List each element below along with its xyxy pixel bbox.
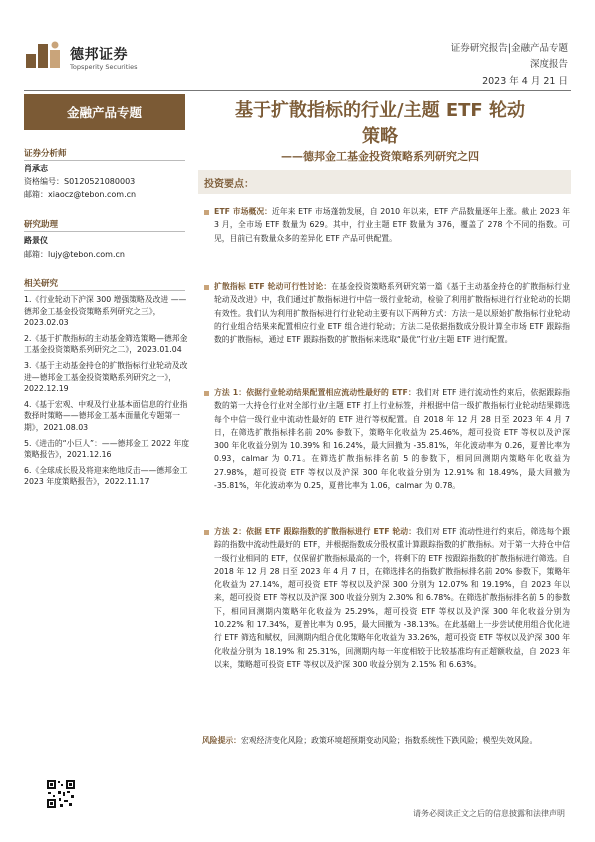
risk-warning — [202, 734, 570, 747]
analyst-name: 肖承志 — [24, 164, 48, 173]
key-points-heading: 投资要点： — [204, 179, 254, 190]
section-divider — [24, 231, 185, 232]
company-logo-icon — [24, 40, 64, 70]
related-report-item[interactable]: 1.《行业轮动下沪深 300 增强策略及改进 ——德邦金工基金投资策略系列研究之三》，2023.02.03 — [24, 295, 187, 328]
related-heading: 相关研究 — [24, 279, 59, 289]
footer-disclaimer: 请务必阅读正文之后的信息披露和法律声明 — [413, 809, 565, 818]
key-point-text: 我们对 ETF 进行流动性约束后，依据跟踪指数的第一大持仓行业对全部行业/主题 ETF 打上行业标签，并根据中信一级扩散指标行业轮动结果筛选每个中信一级行业中流动性最好的 ETF 进行等权配置。自 2018 年 12 月 28 日至 2023 年 4 月 7 日，在筛选扩散指标排名前 20% 参数下，策略年化收益为 25.46%，超可投资 ETF 等权以及沪深 300 年化收益分别为 10.39% 和 16.24%，最大回撤为 -35.81%，年化波动率为 0.26，夏普比率为 0.93，calmar 为 0.71。在筛选扩散指标排名前 5 的参数下，相同回测期内策略年化收益为 27.98%，超可投资 ETF 等权以及沪深 300 年化收益分别为 12.91% 和 18.49%，最大回撤为 -35.81%，年化波动率为 0.25，夏普比率为 1.06，calmar 为 0.78。 — [214, 388, 570, 491]
analyst-cert: 资格编号：S0120521080003 — [24, 177, 136, 186]
section-divider — [24, 160, 185, 161]
key-point-paragraph — [214, 205, 570, 245]
qr-code-icon — [46, 779, 76, 809]
analyst-email[interactable]: 邮箱：xiaocz@tebon.com.cn — [24, 190, 137, 199]
report-type: 证券研究报告|金融产品专题 — [450, 43, 568, 54]
bullet-icon — [204, 210, 209, 215]
report-title-line2: 策略 — [362, 126, 398, 147]
analyst-heading: 证券分析师 — [24, 149, 67, 159]
key-point-label: 扩散指标 ETF 轮动可行性讨论： — [214, 282, 332, 291]
key-point-label: ETF 市场概况： — [214, 207, 273, 216]
related-report-item[interactable]: 4.《基于宏观、中观及行业基本面信息的行业指数择时策略——德邦金工基本面量化专题第一期》，2021.08.03 — [24, 399, 188, 432]
key-point-text: 近年来 ETF 市场蓬勃发展，自 2010 年以来，ETF 产品数量逐年上涨。截止 2023 年 3 月，全市场 ETF 数量为 629。其中，行业主题 ETF 数量为 376，覆盖了 278 个不同的指数。可见，目前已有数量众多的差异化 ETF 产品可供配置。 — [214, 207, 570, 243]
report-date: 2023 年 4 月 21 日 — [482, 76, 568, 87]
related-report-item[interactable]: 5.《进击的“小巨人”：——德邦金工 2022 年度策略报告》，2021.12.16 — [24, 438, 190, 460]
report-subtype: 深度报告 — [529, 59, 568, 70]
assistant-email[interactable]: 邮箱：lujy@tebon.com.cn — [24, 250, 125, 259]
company-name-en: Topsperity Securities — [70, 63, 138, 71]
related-report-list — [24, 294, 192, 492]
section-divider — [24, 290, 185, 291]
related-report-item[interactable]: 2.《基于扩散指标的主动基金筛选策略—德邦金工基金投资策略系列研究之二》，2023.01.04 — [24, 333, 188, 355]
key-point-paragraph — [214, 280, 570, 346]
key-point-label: 方法 1：依据行业轮动结果配置相应流动性最好的 ETF： — [214, 388, 416, 397]
assistant-name: 路景仪 — [24, 236, 48, 245]
key-point-paragraph — [214, 525, 570, 671]
bullet-icon — [204, 391, 209, 396]
risk-label: 风险提示： — [202, 736, 241, 745]
report-title: 基于扩散指标的行业/主题 ETF 轮动 — [235, 100, 525, 121]
bullet-icon — [204, 530, 209, 535]
key-point-text: 我们对 ETF 流动性进行约束后，筛选每个跟踪的指数中流动性最好的 ETF，并根据指数成分股权重计算跟踪指数的扩散指标。对于第一大持仓中信一级行业相同的 ETF，仅保留扩散指标最高的一个，将剩下的 ETF 按跟踪指数的扩散指标进行筛选。自 2018 年 12 月 28 日至 2023 年 4 月 7 日，在筛选排名的指数扩散指标排名前 20% 参数下，策略年化收益为 27.14%，超可投资 ETF 等权以及沪深 300 分别为 12.07% 和 19.19%，自 2023 年以来，超可投资 ETF 等权以及沪深 300 收益分别为 2.30% 和 6.78%。在筛选扩散指标排名前 5 的参数下，相同回测期内策略年化收益为 25.29%，超可投资 ETF 等权以及沪深 300 年化收益分别为 10.22% 和 17.34%，夏普比率为 0.95，最大回撤为 -38.13%。在此基础上一步尝试使用组合优化进行 ETF 筛选和赋权，回测期内组合优化策略年化收益为 33.26%，超可投资 ETF 等权以及沪深 300 年化收益分别为 18.19% 和 25.31%，回测期内每一年度相较于比较基准均有正超额收益，自 2023 年以来，策略超可投资 ETF 等权以及沪深 300 收益分别为 2.15% 和 6.63%。 — [214, 527, 570, 669]
related-report-item[interactable]: 6.《全球成长股及将迎来绝地反击——德邦金工 2023 年度策略报告》，2022.11.17 — [24, 465, 188, 487]
key-point-paragraph — [214, 386, 570, 492]
assistant-heading: 研究助理 — [24, 220, 59, 230]
key-point-text: 在基金投资策略系列研究第一篇《基于主动基金持仓的扩散指标行业轮动及改进》中，我们通过扩散指标进行中信一级行业轮动，检验了利用扩散指标进行行业轮动的长期有效性。我们认为利用扩散指标进行行业轮动主要有以下两种方式：方法一是以原始扩散指标行业轮动的行业组合结果来配置相应行业 ETF 组合进行轮动；方法二是依据指数成分股计算全市场 ETF 跟踪指数的扩散指标，通过 ETF 跟踪指数的扩散指标来选取“最优”行业/主题 ETF 进行配置。 — [214, 282, 570, 345]
header-divider — [24, 90, 571, 91]
company-name-cn: 德邦证券 — [70, 47, 128, 63]
related-report-item[interactable]: 3.《基于主动基金持仓的扩散指标行业轮动及改进—德邦金工基金投资策略系列研究之一》，2022.12.19 — [24, 360, 188, 394]
report-subtitle: ——德邦金工基金投资策略系列研究之四 — [281, 150, 479, 163]
sidebar-banner: 金融产品专题 — [24, 94, 185, 130]
risk-text: 宏观经济变化风险；政策环境超预期变动风险；指数系统性下跌风险；模型失效风险。 — [240, 736, 538, 745]
key-point-label: 方法 2：依据 ETF 跟踪指数的扩散指标进行 ETF 轮动： — [214, 527, 417, 536]
bullet-icon — [204, 285, 209, 290]
